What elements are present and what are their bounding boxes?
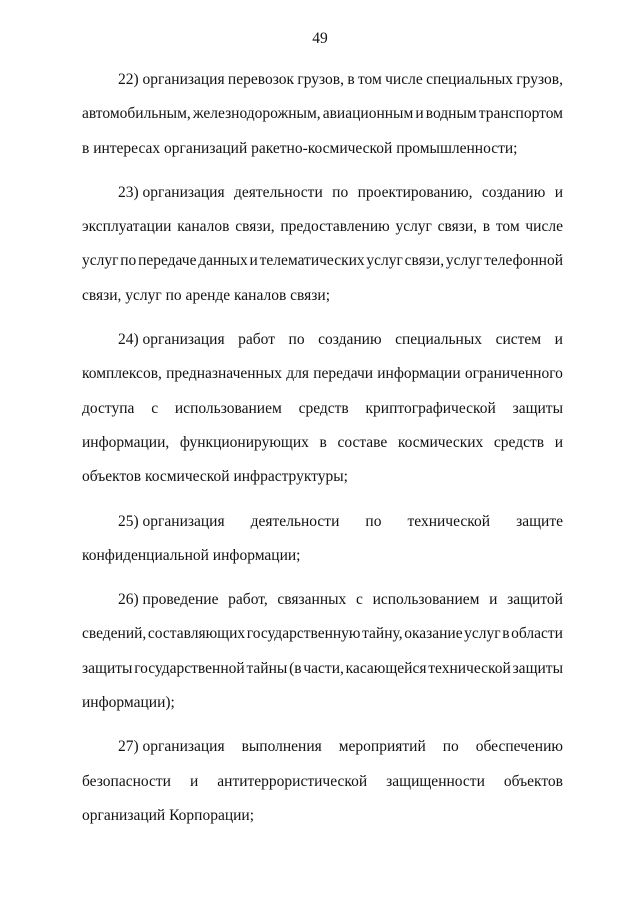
- word: телематических: [259, 252, 365, 270]
- text-line: [82, 505, 563, 539]
- word: антитеррористической: [217, 772, 368, 790]
- word: составляющих: [147, 625, 246, 643]
- list-item: [82, 63, 563, 166]
- text-line: [82, 210, 563, 244]
- word: данных: [198, 252, 248, 270]
- word: государственной: [134, 659, 245, 677]
- text-line: [82, 686, 563, 720]
- word: и: [489, 591, 498, 609]
- word: области: [511, 625, 563, 643]
- list-item: [82, 323, 563, 494]
- word: 25) организация: [118, 512, 225, 530]
- word: специальных: [426, 71, 513, 88]
- word: ограниченного: [464, 365, 563, 383]
- word: части,: [303, 659, 344, 677]
- text-line: [82, 176, 563, 210]
- text-line: [82, 799, 563, 833]
- word: оказание: [404, 625, 463, 643]
- text-line: [82, 132, 563, 166]
- word: защиты: [512, 659, 563, 677]
- word: созданию: [318, 331, 382, 349]
- word: и: [554, 183, 563, 201]
- word: безопасности: [82, 772, 171, 790]
- word: передаче: [138, 252, 197, 270]
- text-line: [82, 617, 563, 651]
- word: и: [554, 331, 563, 349]
- word: средств: [298, 399, 349, 417]
- word: авиационным: [322, 105, 414, 123]
- word: средств: [493, 433, 545, 451]
- word: транспортом: [478, 105, 563, 123]
- word: и: [249, 252, 258, 270]
- word: конфиденциальной информации;: [82, 546, 301, 564]
- word: в: [319, 433, 327, 451]
- word: в: [482, 218, 491, 236]
- word: числе: [385, 71, 423, 88]
- word: том: [357, 71, 382, 88]
- word: эксплуатации: [82, 218, 172, 236]
- word: 23) организация: [118, 183, 225, 201]
- word: защитой: [507, 591, 563, 609]
- word: и: [189, 772, 199, 790]
- text-line: [82, 460, 563, 494]
- word: использованием: [174, 399, 282, 417]
- list-item: [82, 505, 563, 574]
- word: предназначенных: [166, 365, 282, 383]
- word: деятельности: [234, 183, 323, 201]
- word: работ: [238, 331, 275, 349]
- word: 26) проведение: [118, 591, 219, 609]
- word: и: [415, 105, 424, 123]
- word: космических: [397, 433, 484, 451]
- page-number: 49: [312, 30, 328, 47]
- word: объектов: [503, 772, 563, 790]
- word: защищенности: [386, 772, 485, 790]
- word: тайну,: [362, 625, 403, 643]
- text-line: [82, 730, 563, 764]
- word: автомобильным,: [82, 105, 191, 123]
- word: защиты: [512, 399, 563, 417]
- word: деятельности: [250, 512, 340, 530]
- word: связанных: [277, 591, 347, 609]
- list-item: [82, 176, 563, 313]
- text-line: [82, 357, 563, 391]
- word: комплексов,: [82, 365, 162, 383]
- word: сведений,: [82, 625, 147, 643]
- word: связи,: [235, 218, 275, 236]
- word: 24) организация: [118, 331, 225, 349]
- word: 22) организация: [118, 71, 225, 88]
- text-line: [82, 97, 563, 131]
- word: каналов: [177, 218, 230, 236]
- word: по: [365, 512, 382, 530]
- word: для: [286, 365, 309, 383]
- word: государственную: [246, 625, 361, 643]
- text-line: [82, 244, 563, 278]
- word: услуг: [366, 252, 403, 270]
- word: перевозок: [227, 71, 295, 88]
- document-body: [82, 63, 563, 843]
- word: составе: [337, 433, 388, 451]
- word: грузов,: [516, 71, 563, 88]
- word: услуг: [82, 252, 119, 270]
- word: технической: [428, 659, 511, 677]
- word: по: [332, 183, 349, 201]
- word: систем: [495, 331, 542, 349]
- word: защите: [516, 512, 563, 530]
- word: передачи: [313, 365, 374, 383]
- word: связи,: [404, 252, 445, 270]
- word: том: [495, 218, 520, 236]
- word: грузов,: [297, 71, 344, 88]
- word: (в: [289, 659, 302, 677]
- word: 27) организация: [118, 738, 225, 756]
- word: по: [120, 252, 137, 270]
- text-line: [82, 539, 563, 573]
- word: функционирующих: [179, 433, 309, 451]
- word: информации);: [82, 694, 175, 712]
- text-line: [82, 426, 563, 460]
- word: касающейся: [345, 659, 427, 677]
- word: выполнения: [241, 738, 322, 756]
- text-line: [82, 583, 563, 617]
- word: услуг: [395, 218, 432, 236]
- word: телефонной: [484, 252, 563, 270]
- word: предоставлению: [280, 218, 390, 236]
- text-line: [82, 323, 563, 357]
- word: услуг: [464, 625, 501, 643]
- word: в: [502, 625, 510, 643]
- list-item: [82, 583, 563, 720]
- word: и: [554, 433, 563, 451]
- word: криптографической: [365, 399, 496, 417]
- word: объектов космической инфраструктуры;: [82, 468, 348, 486]
- word: работ,: [228, 591, 268, 609]
- text-line: [82, 63, 563, 97]
- word: использованием: [372, 591, 480, 609]
- word: тайны: [246, 659, 288, 677]
- word: специальных: [395, 331, 483, 349]
- word: с: [151, 399, 159, 417]
- word: обеспечению: [475, 738, 563, 756]
- word: железнодорожным,: [192, 105, 321, 123]
- word: услуг: [445, 252, 483, 270]
- word: в интересах организаций ракетно-космической промышленности;: [82, 139, 518, 157]
- word: проектированию,: [357, 183, 473, 201]
- word: технической: [407, 512, 491, 530]
- word: организаций Корпорации;: [82, 806, 255, 824]
- word: с: [355, 591, 363, 609]
- text-line: [82, 279, 563, 313]
- text-line: [82, 765, 563, 799]
- word: защиты: [82, 659, 133, 677]
- word: по: [442, 738, 459, 756]
- word: связи, услуг по аренде каналов связи;: [82, 286, 331, 304]
- word: мероприятий: [338, 738, 426, 756]
- word: в: [347, 71, 355, 88]
- word: информации: [377, 365, 461, 383]
- word: доступа: [82, 399, 135, 417]
- word: информации,: [82, 433, 170, 451]
- text-line: [82, 652, 563, 686]
- word: по: [288, 331, 305, 349]
- word: созданию: [481, 183, 546, 201]
- text-line: [82, 392, 563, 426]
- word: числе: [525, 218, 563, 236]
- list-item: [82, 730, 563, 833]
- word: связи,: [437, 218, 478, 236]
- word: водным: [425, 105, 477, 123]
